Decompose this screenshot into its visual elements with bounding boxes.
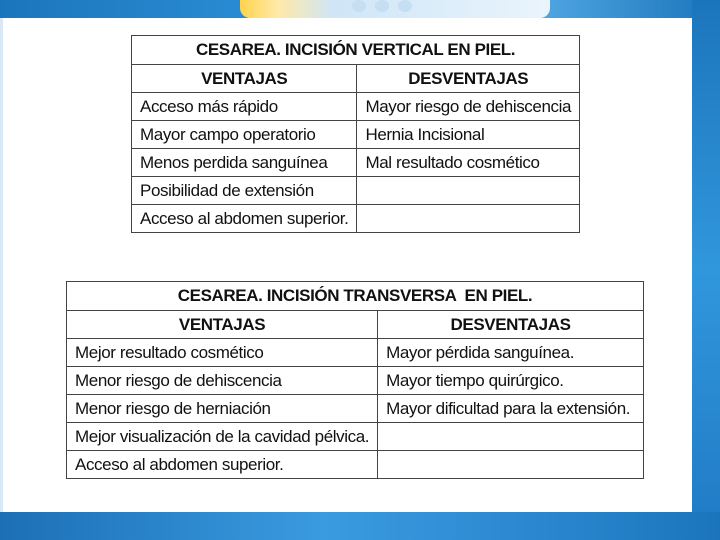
advantage-cell: Acceso al abdomen superior. — [132, 205, 357, 233]
table-title-row — [132, 36, 580, 65]
advantage-cell: Menor riesgo de dehiscencia — [67, 367, 378, 395]
disadvantage-cell — [357, 205, 580, 233]
table-row — [132, 93, 580, 121]
decorative-dot — [352, 0, 366, 12]
disadvantage-cell: Hernia Incisional — [357, 121, 580, 149]
disadvantage-cell: Mayor riesgo de dehiscencia — [357, 93, 580, 121]
advantage-cell: Posibilidad de extensión — [132, 177, 357, 205]
table-row — [132, 205, 580, 233]
table-title-row — [67, 282, 644, 311]
decorative-dot — [375, 0, 389, 12]
column-header-ventajas: VENTAJAS — [67, 311, 378, 339]
table-row — [132, 177, 580, 205]
table-header-row — [67, 311, 644, 339]
advantage-cell: Acceso al abdomen superior. — [67, 451, 378, 479]
table-header-row — [132, 65, 580, 93]
vertical-incision-table — [131, 35, 580, 233]
table-row — [132, 149, 580, 177]
table-row — [67, 367, 644, 395]
table-title: CESAREA. INCISIÓN VERTICAL EN PIEL. — [132, 36, 580, 65]
column-header-ventajas: VENTAJAS — [132, 65, 357, 93]
disadvantage-cell — [357, 177, 580, 205]
advantage-cell: Mayor campo operatorio — [132, 121, 357, 149]
disadvantage-cell: Mayor dificultad para la extensión. — [378, 395, 644, 423]
disadvantage-cell: Mal resultado cosmético — [357, 149, 580, 177]
frame-right-border — [692, 0, 720, 540]
advantage-cell: Mejor visualización de la cavidad pélvica. — [67, 423, 378, 451]
advantage-cell: Mejor resultado cosmético — [67, 339, 378, 367]
disadvantage-cell: Mayor pérdida sanguínea. — [378, 339, 644, 367]
disadvantage-cell — [378, 451, 644, 479]
table-row — [67, 339, 644, 367]
advantage-cell: Acceso más rápido — [132, 93, 357, 121]
disadvantage-cell: Mayor tiempo quirúrgico. — [378, 367, 644, 395]
table-row — [67, 451, 644, 479]
advantage-cell: Menor riesgo de herniación — [67, 395, 378, 423]
disadvantage-cell — [378, 423, 644, 451]
table-row — [67, 395, 644, 423]
transverse-incision-table — [66, 281, 644, 479]
column-header-desventajas: DESVENTAJAS — [357, 65, 580, 93]
frame-left-border — [0, 0, 3, 540]
column-header-desventajas: DESVENTAJAS — [378, 311, 644, 339]
decorative-dot — [398, 0, 412, 12]
advantage-cell: Menos perdida sanguínea — [132, 149, 357, 177]
table-row — [132, 121, 580, 149]
frame-top-highlight — [240, 0, 550, 18]
table-title: CESAREA. INCISIÓN TRANSVERSA EN PIEL. — [67, 282, 644, 311]
table-row — [67, 423, 644, 451]
frame-bottom-border — [0, 512, 720, 540]
